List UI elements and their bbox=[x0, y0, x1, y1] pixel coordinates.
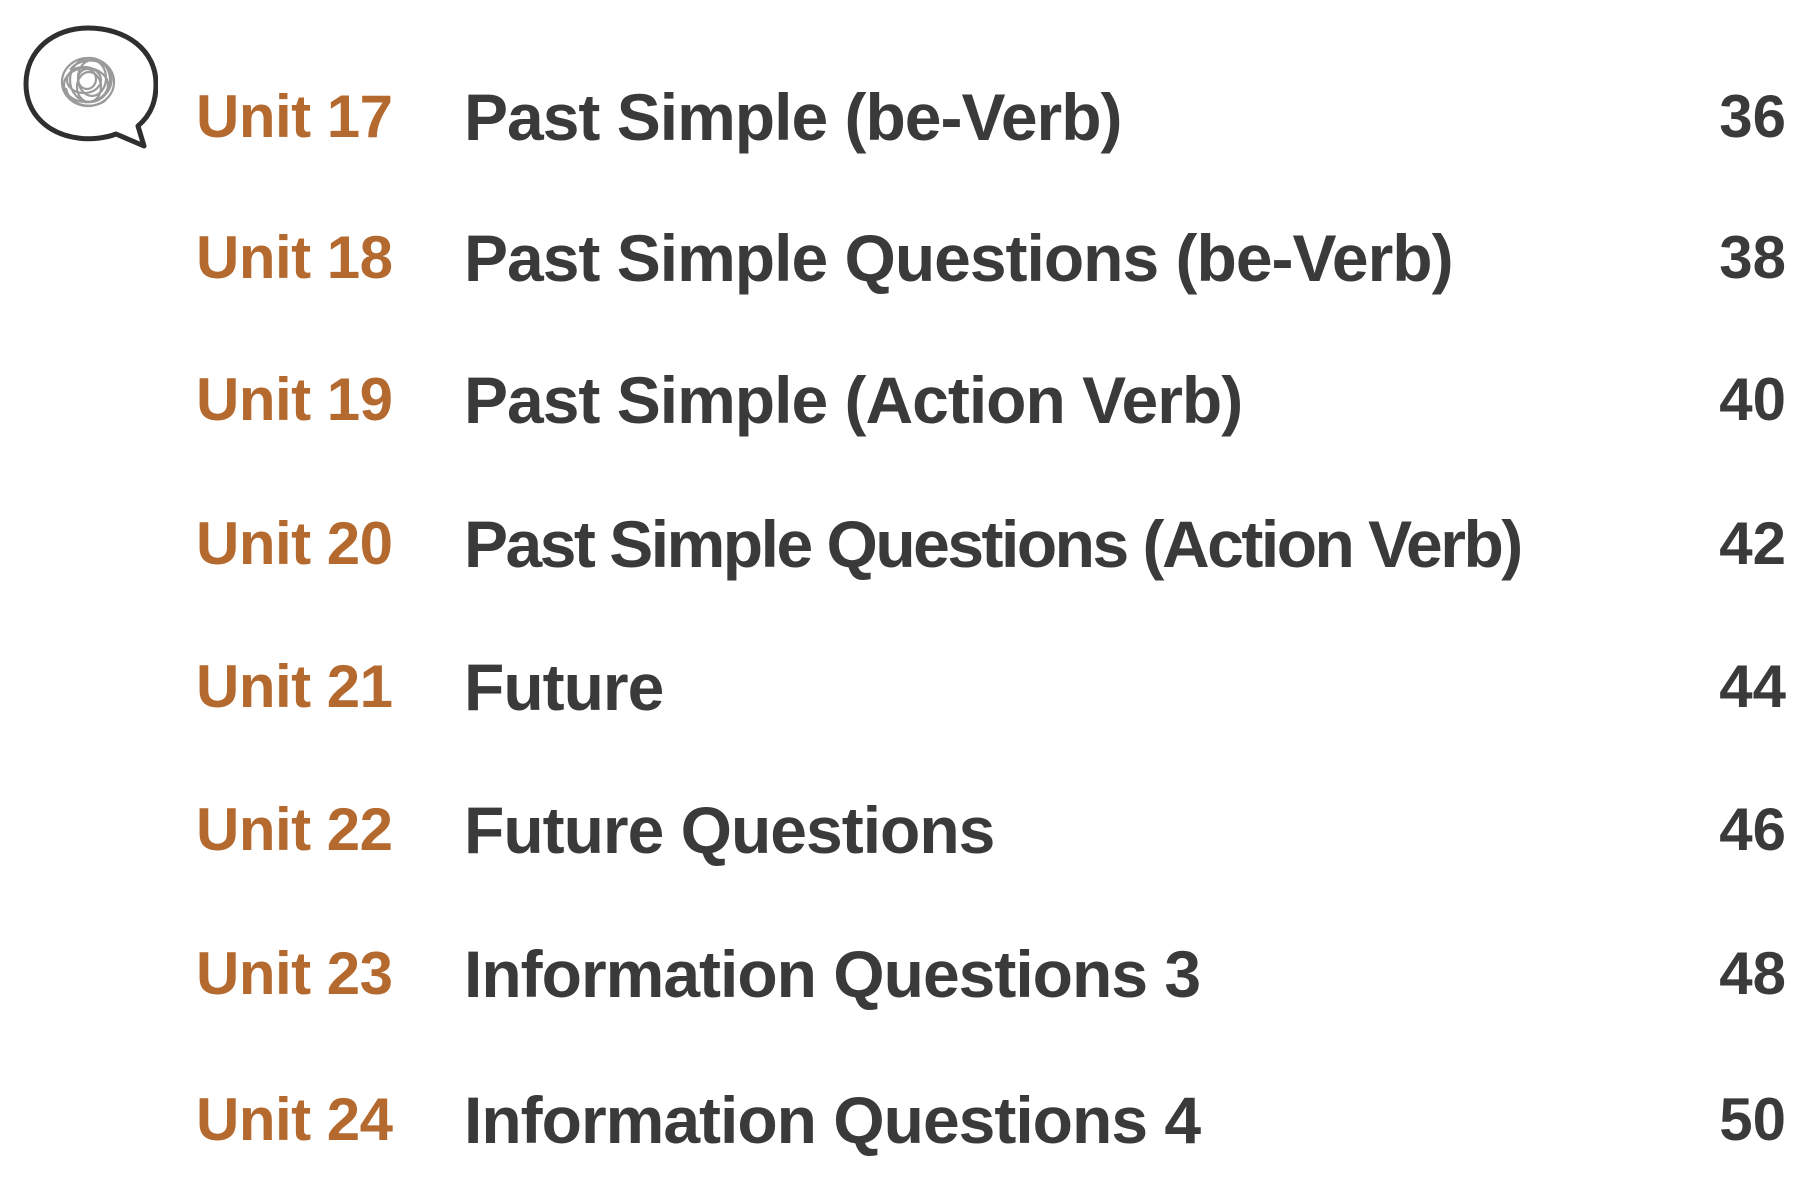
page-number: 44 bbox=[1719, 653, 1786, 720]
unit-number: Unit 23 bbox=[196, 940, 393, 1007]
toc-entry-unit-22[interactable] bbox=[0, 770, 1798, 890]
page-number: 40 bbox=[1719, 366, 1786, 433]
page-number: 36 bbox=[1719, 83, 1786, 150]
toc-entry-unit-19[interactable] bbox=[0, 340, 1798, 460]
unit-number: Unit 18 bbox=[196, 224, 393, 291]
unit-title: Future bbox=[464, 650, 664, 724]
toc-entry-unit-17[interactable] bbox=[0, 57, 1798, 177]
page-number: 46 bbox=[1719, 796, 1786, 863]
unit-title: Past Simple Questions (Action Verb) bbox=[464, 507, 1521, 581]
unit-title: Information Questions 3 bbox=[464, 937, 1201, 1011]
unit-title: Future Questions bbox=[464, 793, 995, 867]
page-number: 48 bbox=[1719, 940, 1786, 1007]
toc-entry-unit-21[interactable] bbox=[0, 627, 1798, 747]
unit-title: Information Questions 4 bbox=[464, 1083, 1201, 1157]
page-number: 50 bbox=[1719, 1086, 1786, 1153]
unit-number: Unit 22 bbox=[196, 796, 393, 863]
page-number: 42 bbox=[1719, 510, 1786, 577]
unit-number: Unit 24 bbox=[196, 1086, 393, 1153]
unit-number: Unit 17 bbox=[196, 83, 393, 150]
page-number: 38 bbox=[1719, 224, 1786, 291]
unit-number: Unit 20 bbox=[196, 510, 393, 577]
unit-title: Past Simple Questions (be-Verb) bbox=[464, 221, 1453, 295]
toc-entry-unit-24[interactable] bbox=[0, 1060, 1798, 1180]
unit-number: Unit 19 bbox=[196, 366, 393, 433]
unit-title: Past Simple (be-Verb) bbox=[464, 80, 1122, 154]
toc-entry-unit-23[interactable] bbox=[0, 914, 1798, 1034]
toc-entry-unit-18[interactable] bbox=[0, 198, 1798, 318]
unit-title: Past Simple (Action Verb) bbox=[464, 363, 1243, 437]
unit-number: Unit 21 bbox=[196, 653, 393, 720]
toc-entry-unit-20[interactable] bbox=[0, 484, 1798, 604]
